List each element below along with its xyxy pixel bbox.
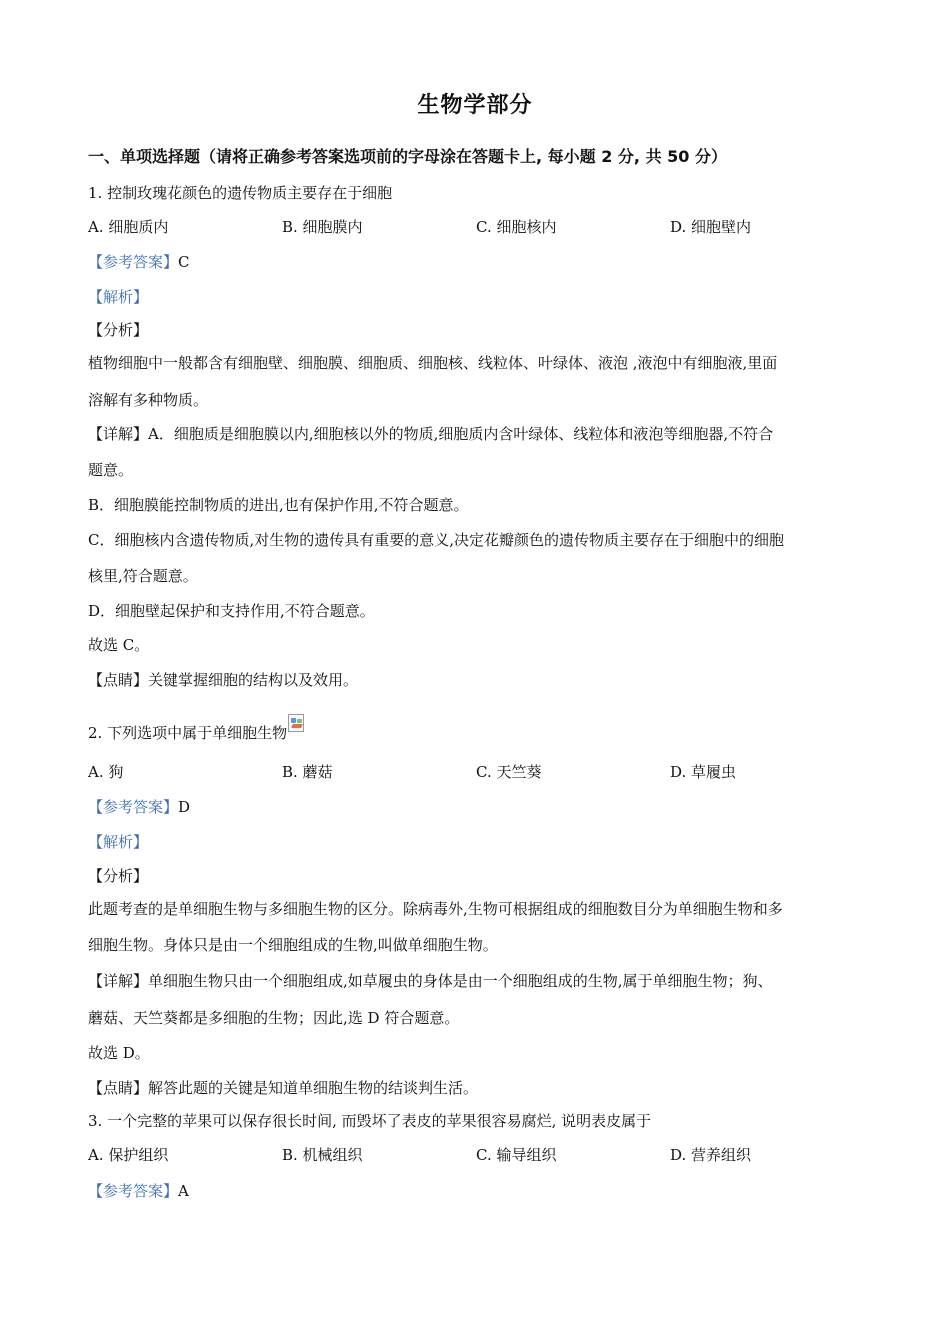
q2-option-d: D. 草履虫 bbox=[670, 763, 737, 781]
question-1-stem: 1. 控制玫瑰花颜色的遗传物质主要存在于细胞 bbox=[88, 184, 393, 202]
question-3-stem: 3. 一个完整的苹果可以保存很长时间, 而毁坏了表皮的苹果很容易腐烂, 说明表皮属于 bbox=[88, 1112, 652, 1130]
q1-fenxi-label: 【分析】 bbox=[88, 321, 149, 339]
section-heading: 一、单项选择题（请将正确参考答案选项前的字母涂在答题卡上, 每小题 2 分, 共 50 分） bbox=[88, 147, 727, 166]
q2-answer bbox=[88, 796, 190, 818]
q1-detail-line: D．细胞壁起保护和支持作用,不符合题意。 bbox=[88, 602, 375, 620]
q1-analysis-line: 植物细胞中一般都含有细胞壁、细胞膜、细胞质、细胞核、线粒体、叶绿体、液泡 ,液泡中有细胞液,里面 bbox=[88, 354, 778, 372]
q2-analysis-line: 此题考查的是单细胞生物与多细胞生物的区分。除病毒外,生物可根据组成的细胞数目分为单细胞生物和多 bbox=[88, 900, 783, 918]
q3-option-d: D. 营养组织 bbox=[670, 1146, 752, 1164]
q1-option-b: B. 细胞膜内 bbox=[282, 218, 363, 236]
q1-option-d: D. 细胞壁内 bbox=[670, 218, 752, 236]
q2-option-b: B. 蘑菇 bbox=[282, 763, 333, 781]
broken-image-icon bbox=[288, 714, 304, 732]
q1-detail-line: B．细胞膜能控制物质的进出,也有保护作用,不符合题意。 bbox=[88, 496, 469, 514]
question-2 bbox=[88, 714, 304, 744]
q1-option-a: A. 细胞质内 bbox=[88, 218, 169, 236]
q1-detail-line: 故选 C。 bbox=[88, 636, 150, 654]
q1-option-c: C. 细胞核内 bbox=[476, 218, 557, 236]
q2-option-a: A. 狗 bbox=[88, 763, 124, 781]
q1-jiexi-label: 【解析】 bbox=[88, 288, 149, 306]
answer-value: D bbox=[178, 798, 191, 816]
q1-detail-line: 【详解】A．细胞质是细胞膜以内,细胞核以外的物质,细胞质内含叶绿体、线粒体和液泡等细胞器,不符合 bbox=[88, 425, 774, 443]
q2-detail-line: 【详解】单细胞生物只由一个细胞组成,如草履虫的身体是由一个细胞组成的生物,属于单细胞生物；狗、 bbox=[88, 972, 773, 990]
q1-answer bbox=[88, 251, 190, 273]
q3-option-a: A. 保护组织 bbox=[88, 1146, 169, 1164]
q2-detail-line: 蘑菇、天竺葵都是多细胞的生物；因此,选 D 符合题意。 bbox=[88, 1009, 460, 1027]
q1-detail-line: C．细胞核内含遗传物质,对生物的遗传具有重要的意义,决定花瓣颜色的遗传物质主要存在于细胞中的细胞 bbox=[88, 531, 785, 549]
q1-detail-line: 【点睛】关键掌握细胞的结构以及效用。 bbox=[88, 671, 359, 689]
q3-option-b: B. 机械组织 bbox=[282, 1146, 363, 1164]
q2-detail-line: 【点睛】解答此题的关键是知道单细胞生物的结谈判生活。 bbox=[88, 1079, 479, 1097]
q2-jiexi-label: 【解析】 bbox=[88, 833, 149, 851]
answer-label: 【参考答案】 bbox=[88, 798, 179, 816]
question-2-stem: 2. 下列选项中属于单细胞生物 bbox=[88, 724, 288, 742]
q3-option-c: C. 输导组织 bbox=[476, 1146, 557, 1164]
q1-analysis-line: 溶解有多种物质。 bbox=[88, 391, 209, 409]
q1-detail-line: 核里,符合题意。 bbox=[88, 567, 198, 585]
answer-label: 【参考答案】 bbox=[88, 253, 179, 271]
q2-fenxi-label: 【分析】 bbox=[88, 867, 149, 885]
q3-answer bbox=[88, 1180, 189, 1202]
q2-analysis-line: 细胞生物。身体只是由一个细胞组成的生物,叫做单细胞生物。 bbox=[88, 936, 498, 954]
answer-value: C bbox=[178, 253, 190, 271]
q2-option-c: C. 天竺葵 bbox=[476, 763, 542, 781]
answer-label: 【参考答案】 bbox=[88, 1182, 179, 1200]
q1-detail-line: 题意。 bbox=[88, 461, 134, 479]
answer-value: A bbox=[178, 1182, 189, 1200]
page-title: 生物学部分 bbox=[417, 93, 533, 118]
q2-detail-line: 故选 D。 bbox=[88, 1044, 150, 1062]
